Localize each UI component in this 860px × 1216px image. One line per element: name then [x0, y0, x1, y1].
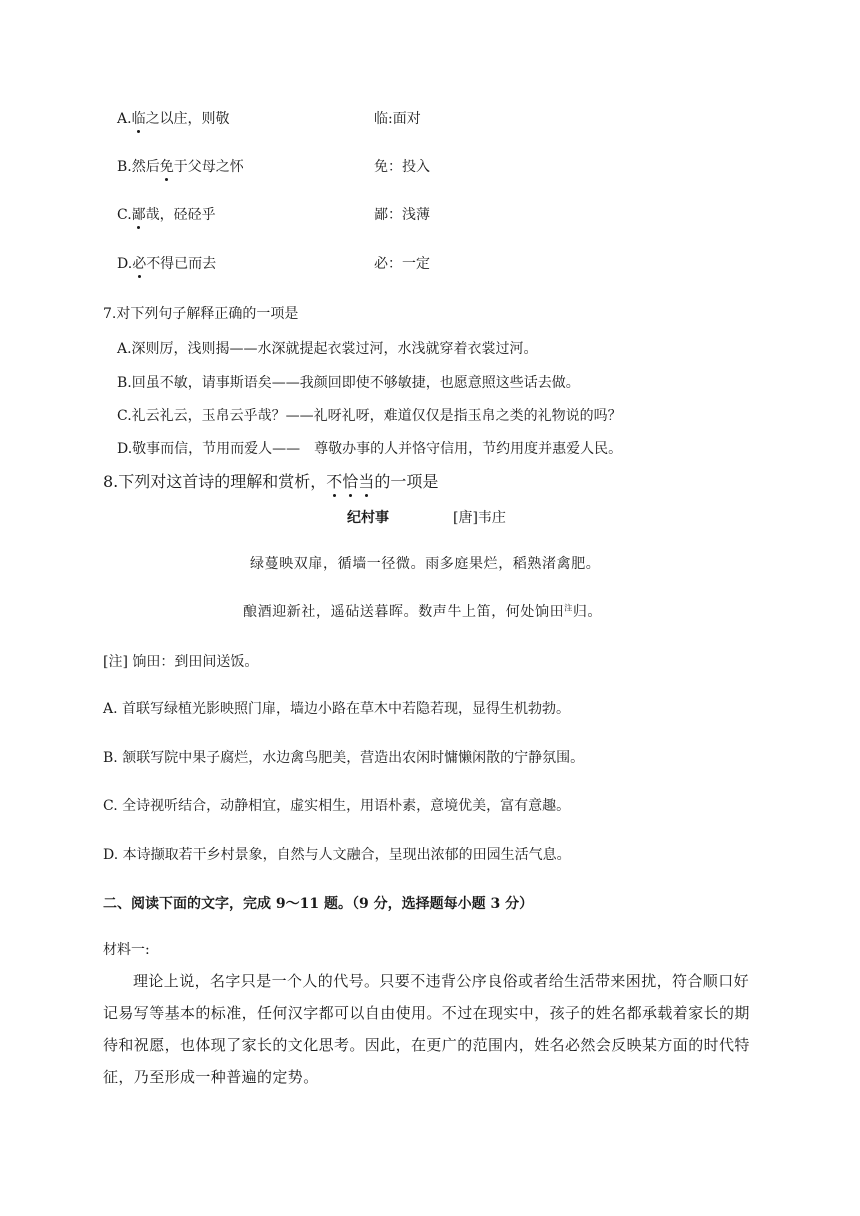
- q6-option-d: D.必不得已而去: [117, 253, 216, 273]
- q8-option-d: D. 本诗撷取若干乡村景象，自然与人文融合，呈现出浓郁的田园生活气息。: [103, 847, 571, 863]
- emphasis-dot-char: 临: [132, 108, 146, 128]
- poem-note: [注] 饷田：到田间送饭。: [103, 654, 259, 670]
- emphasis-dot-char: 恰: [342, 469, 358, 492]
- poem-title: 纪村事: [347, 510, 389, 526]
- q6-gloss-d: 必：一定: [374, 256, 430, 272]
- q7-stem: 7.对下列句子解释正确的一项是: [103, 306, 299, 322]
- emphasis-dot-char: 鄙: [132, 204, 146, 224]
- q7-option-d: D.敬事而信，节用而爱人—— 尊敬办事的人并恪守信用，节约用度并惠爱人民。: [117, 441, 623, 457]
- poem-line-2: 酿酒迎新社，遥砧送暮晖。数声牛上笛，何处饷田$^注$归。: [243, 603, 603, 620]
- poem-line-1: 绿蔓映双扉，循墙一径微。雨多庭果烂，稻熟渚禽肥。: [250, 556, 601, 572]
- q6-option-c: C.鄙哉，硁硁乎: [117, 204, 216, 224]
- q6-option-a: A.临之以庄，则敬: [117, 108, 230, 128]
- emphasis-dot-char: 不: [326, 469, 342, 492]
- q7-option-a: A.深则厉，浅则揭——水深就提起衣裳过河，水浅就穿着衣裳过河。: [117, 341, 538, 357]
- q7-option-b: B.回虽不敏，请事斯语矣——我颜回即使不够敏捷，也愿意照这些话去做。: [117, 375, 580, 391]
- q6-gloss-b: 免：投入: [374, 159, 430, 175]
- emphasis-dot-char: 当: [358, 469, 374, 492]
- q6-option-b: B.然后免于父母之怀: [117, 156, 244, 176]
- q6-gloss-a: 临:面对: [374, 111, 421, 127]
- material-label: 材料一:: [103, 942, 150, 958]
- emphasis-dot-char: 必: [132, 253, 146, 273]
- q7-option-c: C.礼云礼云，玉帛云乎哉？——礼呀礼呀，难道仅仅是指玉帛之类的礼物说的吗？: [117, 408, 622, 424]
- section-heading: 二、阅读下面的文字，完成 9～11 题。（9 分，选择题每小题 3 分）: [103, 896, 534, 912]
- q6-gloss-c: 鄙：浅薄: [374, 207, 430, 223]
- q8-stem: 8.下列对这首诗的理解和赏析，不恰当的一项是: [103, 469, 438, 492]
- material-paragraph: 理论上说，名字只是一个人的代号。只要不违背公序良俗或者给生活带来困扰，符合顺口好记易写等基本的标准，任何汉字都可以自由使用。不过在现实中，孩子的姓名都承载着家长的期待和祝愿，也体现了家长的文化思考。因此，在更广的范围内，姓名必然会反映某方面的时代特征，乃至形成一种普遍的定势。: [103, 972, 750, 1086]
- q8-option-b: B. 颔联写院中果子腐烂，水边禽鸟肥美，营造出农闲时慵懒闲散的宁静氛围。: [103, 750, 585, 766]
- emphasis-dot-char: 免: [160, 156, 174, 176]
- poem-author: [唐]韦庄: [453, 510, 506, 526]
- footnote-marker: 注: [564, 603, 573, 613]
- q8-option-c: C. 全诗视听结合，动静相宜，虚实相生，用语朴素，意境优美，富有意趣。: [103, 798, 571, 814]
- q8-option-a: A. 首联写绿植光影映照门扉，墙边小路在草木中若隐若现，显得生机勃勃。: [103, 701, 571, 717]
